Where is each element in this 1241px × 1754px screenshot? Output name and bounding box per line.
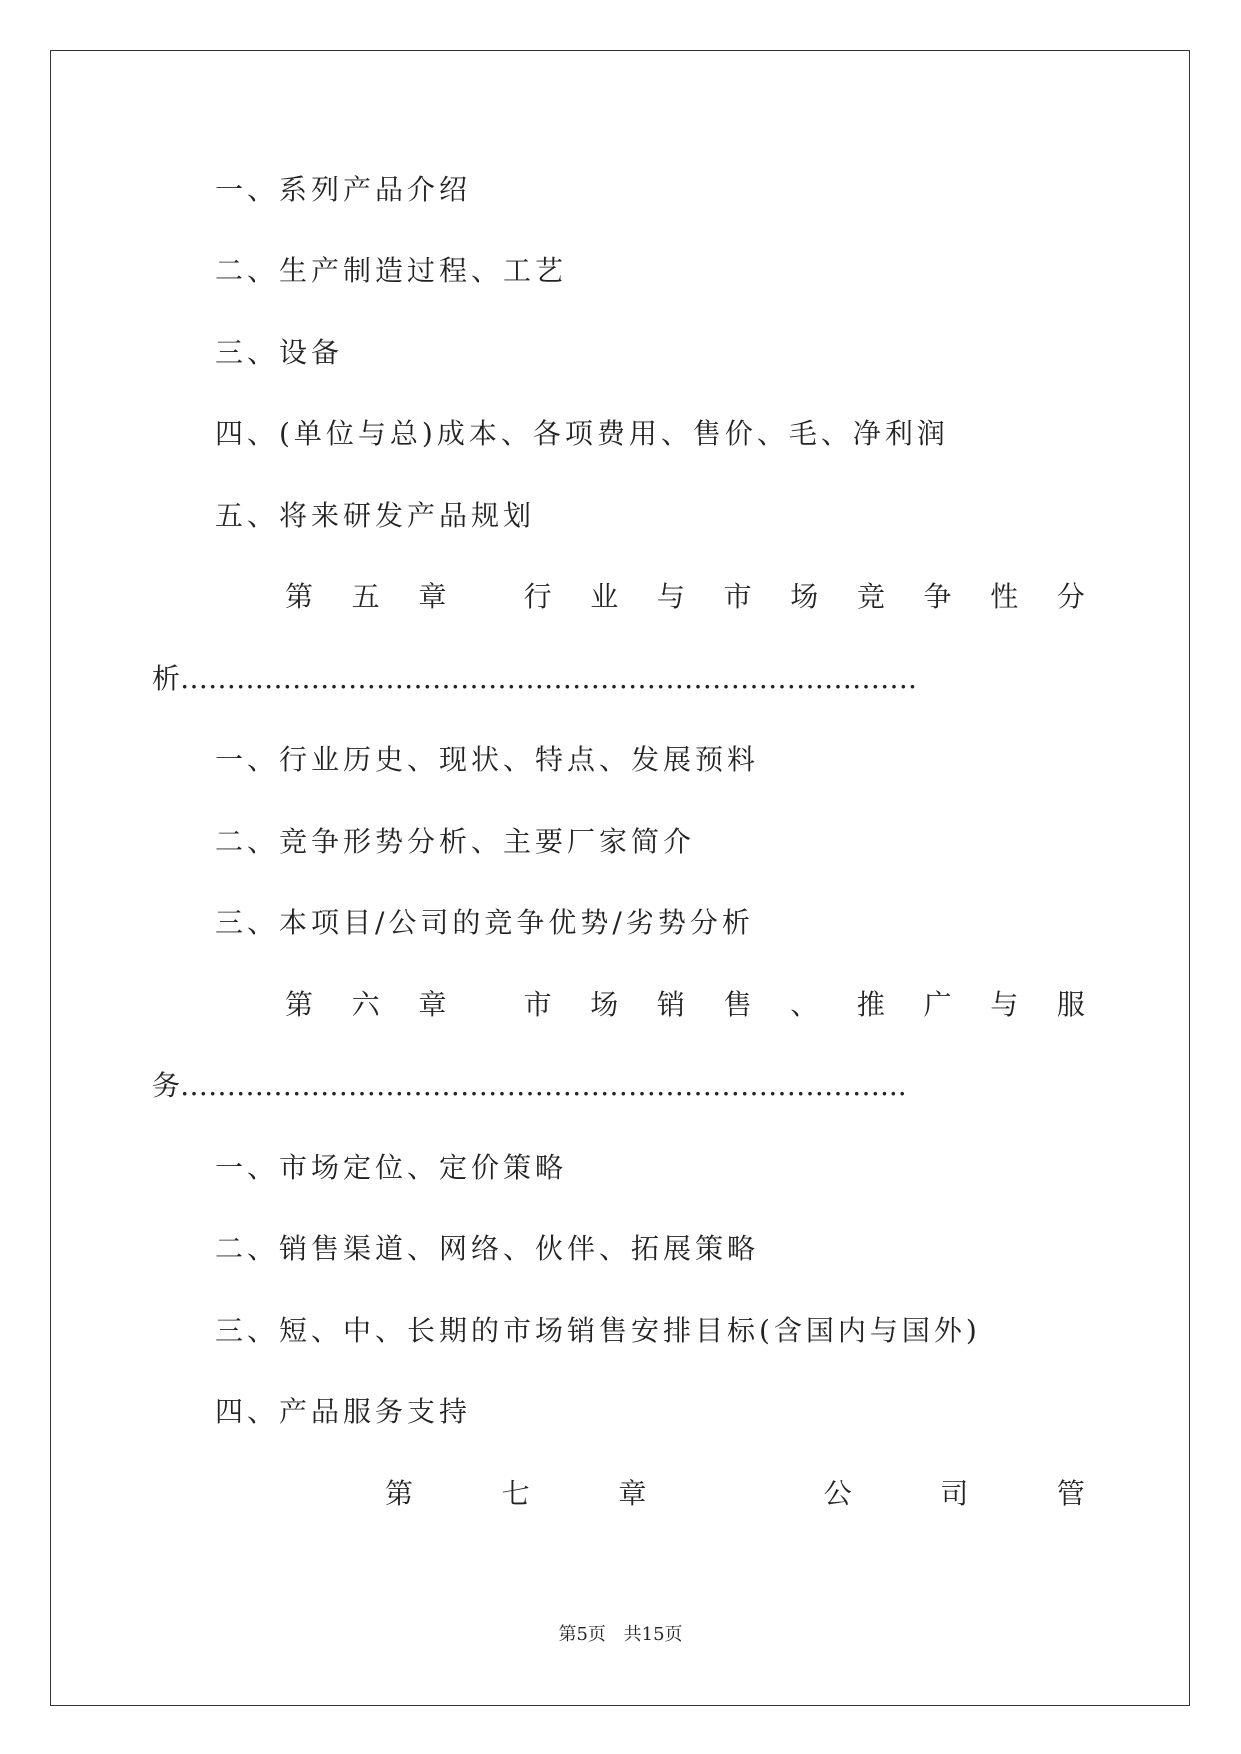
heading-char: 推 bbox=[856, 988, 885, 1021]
heading-char: 章 bbox=[418, 988, 447, 1021]
heading-char: 场 bbox=[590, 988, 619, 1021]
list-item: 一、市场定位、定价策略 bbox=[215, 1151, 568, 1184]
page-border bbox=[50, 50, 1190, 1706]
heading-char: 管 bbox=[1056, 1477, 1085, 1510]
heading-char: 场 bbox=[790, 580, 819, 613]
heading-char: 市 bbox=[723, 580, 752, 613]
heading-char: 性 bbox=[990, 580, 1019, 613]
list-item: 一、系列产品介绍 bbox=[215, 173, 472, 206]
chapter-7-heading bbox=[385, 1474, 1085, 1514]
chapter-5-heading bbox=[285, 577, 1085, 617]
heading-char: 公 bbox=[823, 1477, 852, 1510]
heading-char: 六 bbox=[351, 988, 380, 1021]
heading-char: 分 bbox=[1056, 580, 1085, 613]
heading-char: 第 bbox=[285, 580, 314, 613]
heading-char: 争 bbox=[923, 580, 952, 613]
heading-char: 、 bbox=[790, 988, 819, 1021]
heading-char: 第 bbox=[385, 1477, 414, 1510]
heading-char: 与 bbox=[656, 580, 685, 613]
heading-char: 业 bbox=[590, 580, 619, 613]
heading-char: 司 bbox=[940, 1477, 969, 1510]
list-item: 二、销售渠道、网络、伙伴、拓展策略 bbox=[215, 1232, 760, 1265]
heading-char: 与 bbox=[990, 988, 1019, 1021]
list-item: 一、行业历史、现状、特点、发展预料 bbox=[215, 743, 760, 776]
chapter-5-leader: 析……………………………………………………………………. bbox=[152, 662, 917, 695]
list-item: 三、本项目/公司的竞争优势/劣势分析 bbox=[215, 906, 754, 939]
chapter-6-heading bbox=[285, 985, 1085, 1025]
heading-char: 竞 bbox=[856, 580, 885, 613]
heading-char: 市 bbox=[523, 988, 552, 1021]
list-item: 三、设备 bbox=[215, 336, 344, 369]
heading-char: 销 bbox=[656, 988, 685, 1021]
page-number: 第5页 bbox=[558, 1624, 606, 1645]
chapter-6-leader: 务…………………………………………………………………... bbox=[152, 1069, 907, 1102]
heading-char: 第 bbox=[285, 988, 314, 1021]
page-total: 共15页 bbox=[623, 1624, 683, 1645]
list-item: 二、生产制造过程、工艺 bbox=[215, 254, 568, 287]
list-item: 五、将来研发产品规划 bbox=[215, 499, 536, 532]
list-item: 四、产品服务支持 bbox=[215, 1395, 472, 1428]
heading-char: 广 bbox=[923, 988, 952, 1021]
list-item: 四、(单位与总)成本、各项费用、售价、毛、净利润 bbox=[215, 417, 949, 450]
heading-char: 七 bbox=[501, 1477, 530, 1510]
heading-char: 五 bbox=[351, 580, 380, 613]
heading-char: 售 bbox=[723, 988, 752, 1021]
list-item: 三、短、中、长期的市场销售安排目标(含国内与国外) bbox=[215, 1314, 981, 1347]
heading-char: 服 bbox=[1056, 988, 1085, 1021]
heading-char: 章 bbox=[418, 580, 447, 613]
list-item: 二、竞争形势分析、主要厂家简介 bbox=[215, 825, 696, 858]
page-footer bbox=[0, 1620, 1241, 1646]
heading-char: 行 bbox=[523, 580, 552, 613]
heading-char: 章 bbox=[618, 1477, 647, 1510]
